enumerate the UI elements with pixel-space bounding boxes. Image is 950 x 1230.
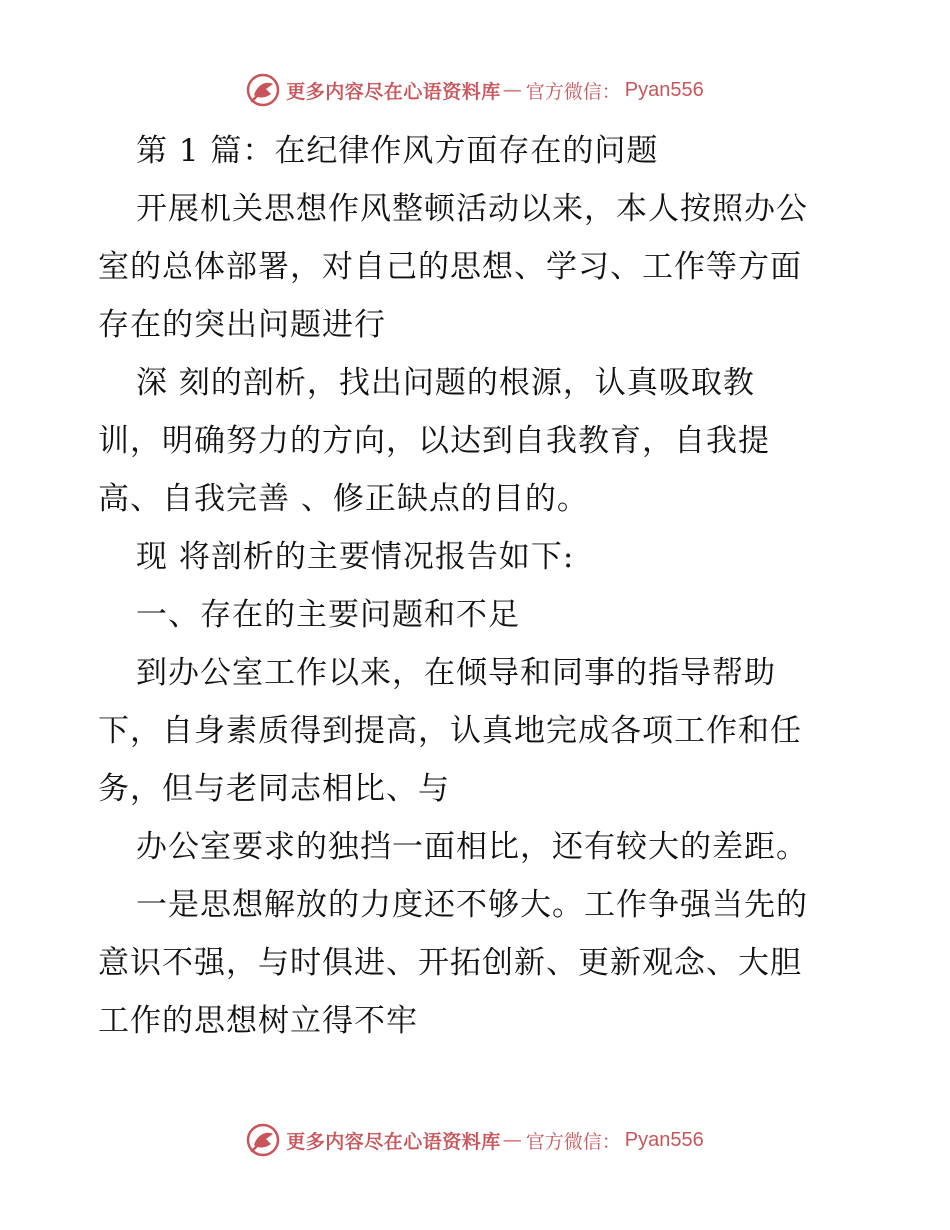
header-wechat-label: 官方微信： (525, 80, 621, 103)
body-line: 高、自我完善 、修正缺点的目的。 (98, 481, 589, 517)
body-line: 到办公室工作以来，在倾导和同事的指导帮助 (136, 655, 776, 691)
body-line: 办公室要求的独挡一面相比，还有较大的差距。 (136, 829, 808, 865)
body-line: 开展机关思想作风整顿活动以来，本人按照办公 (136, 191, 808, 227)
brand-logo-icon (246, 1123, 280, 1157)
body-line: 室的总体部署，对自己的思想、学习、工作等方面 (98, 249, 802, 285)
body-line: 下，自身素质得到提高，认真地完成各项工作和任 (98, 713, 802, 749)
footer-promo-text: 更多内容尽在心语资料库 (286, 1130, 501, 1153)
body-line: 训，明确努力的方向，以达到自我教育，自我提 (98, 423, 770, 459)
body-line: 现 将剖析的主要情况报告如下: (136, 539, 575, 575)
header-banner (0, 70, 950, 110)
footer-dash: — (502, 1129, 522, 1151)
section-heading: 一、存在的主要问题和不足 (136, 597, 520, 633)
header-promo-text: 更多内容尽在心语资料库 (286, 80, 501, 103)
footer-wechat-id: Pyan556 (624, 1128, 704, 1151)
body-line: 深 刻的剖析，找出问题的根源，认真吸取教 (136, 365, 755, 401)
brand-logo-icon (246, 73, 280, 107)
header-wechat-id: Pyan556 (624, 78, 704, 101)
body-line: 意识不强，与时俱进、开拓创新、更新观念、大胆 (98, 945, 802, 981)
body-line: 工作的思想树立得不牢 (98, 1003, 418, 1039)
footer-banner (0, 1120, 950, 1160)
document-title: 第 1 篇：在纪律作风方面存在的问题 (136, 133, 659, 169)
body-line: 一是思想解放的力度还不够大。工作争强当先的 (136, 887, 808, 923)
body-line: 务，但与老同志相比、与 (98, 771, 450, 807)
header-dash: — (502, 79, 522, 101)
body-line: 存在的突出问题进行 (98, 307, 386, 343)
document-body (98, 122, 858, 1050)
footer-wechat-label: 官方微信： (525, 1130, 621, 1153)
